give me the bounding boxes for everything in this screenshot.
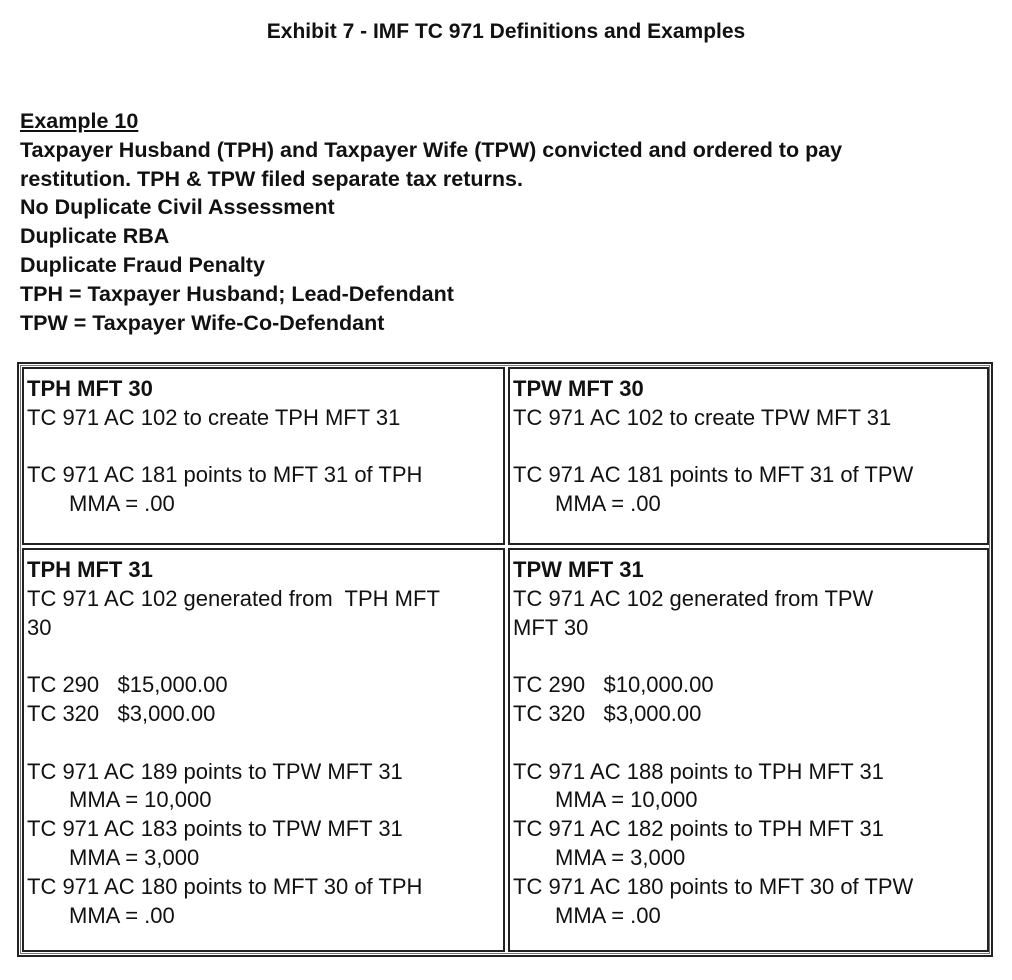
cell-line: TC 320 $3,000.00 xyxy=(513,700,702,726)
intro-line: TPH = Taxpayer Husband; Lead-Defendant xyxy=(20,281,454,306)
intro-line: Taxpayer Husband (TPH) and Taxpayer Wife (TPW) convicted and ordered to pay xyxy=(20,137,843,162)
cell-line xyxy=(513,729,987,758)
cell-line: TC 971 AC 180 points to MFT 30 of TPW xyxy=(513,873,914,899)
cell-line: TC 290 $10,000.00 xyxy=(513,672,714,698)
cell-line: TC 971 AC 102 generated from TPH MFT xyxy=(27,585,440,611)
cell-line xyxy=(27,729,503,758)
intro-line: restitution. TPH & TPW filed separate tax returns. xyxy=(20,166,523,191)
cell-line xyxy=(513,642,987,671)
cell-line xyxy=(27,433,503,462)
cell-line: MFT 30 xyxy=(513,614,589,640)
cell-line: TC 971 AC 181 points to MFT 31 of TPW xyxy=(513,462,914,488)
cell-line: TC 971 AC 102 to create TPH MFT 31 xyxy=(27,404,401,430)
cell-heading: TPH MFT 30 xyxy=(27,376,153,401)
exhibit-title: Exhibit 7 - IMF TC 971 Definitions and Examples xyxy=(266,20,746,43)
cell-line: TC 971 AC 183 points to TPW MFT 31 xyxy=(27,816,403,842)
cell-line: MMA = 10,000 xyxy=(69,787,212,813)
example-table xyxy=(17,362,993,957)
cell-heading: TPW MFT 30 xyxy=(513,376,644,401)
cell-line: TC 971 AC 180 points to MFT 30 of TPH xyxy=(27,873,423,899)
cell-heading: TPW MFT 31 xyxy=(513,557,644,582)
cell-line: MMA = 10,000 xyxy=(555,787,698,813)
cell-line: TC 971 AC 102 to create TPW MFT 31 xyxy=(513,404,892,430)
cell-line: TC 971 AC 181 points to MFT 31 of TPH xyxy=(27,462,423,488)
cell-line: TC 971 AC 182 points to TPH MFT 31 xyxy=(513,816,884,842)
intro-line: Duplicate RBA xyxy=(20,224,170,249)
cell-line: TC 290 $15,000.00 xyxy=(27,672,228,698)
example-intro xyxy=(20,107,842,337)
example-heading: Example 10 xyxy=(20,109,139,133)
cell-line: MMA = 3,000 xyxy=(555,844,686,870)
intro-line: No Duplicate Civil Assessment xyxy=(20,195,335,220)
cell-line: MMA = .00 xyxy=(69,902,175,928)
cell-line xyxy=(27,642,503,671)
intro-line: Duplicate Fraud Penalty xyxy=(20,252,265,277)
cell-line: TC 971 AC 102 generated from TPW xyxy=(513,585,874,611)
cell-line: TC 971 AC 189 points to TPW MFT 31 xyxy=(27,758,403,784)
cell-line: TC 320 $3,000.00 xyxy=(27,700,216,726)
intro-line: TPW = Taxpayer Wife-Co-Defendant xyxy=(20,310,385,335)
cell-tpw-mft31 xyxy=(508,548,989,952)
cell-line: MMA = .00 xyxy=(555,491,661,517)
cell-line: TC 971 AC 188 points to TPH MFT 31 xyxy=(513,758,884,784)
cell-line: MMA = 3,000 xyxy=(69,844,200,870)
cell-tph-mft30 xyxy=(22,367,505,545)
cell-heading: TPH MFT 31 xyxy=(27,557,153,582)
cell-line: MMA = .00 xyxy=(555,902,661,928)
cell-tpw-mft30 xyxy=(508,367,989,545)
cell-line: 30 xyxy=(27,614,52,640)
cell-line: MMA = .00 xyxy=(69,491,175,517)
cell-line xyxy=(513,433,987,462)
cell-tph-mft31 xyxy=(22,548,505,952)
